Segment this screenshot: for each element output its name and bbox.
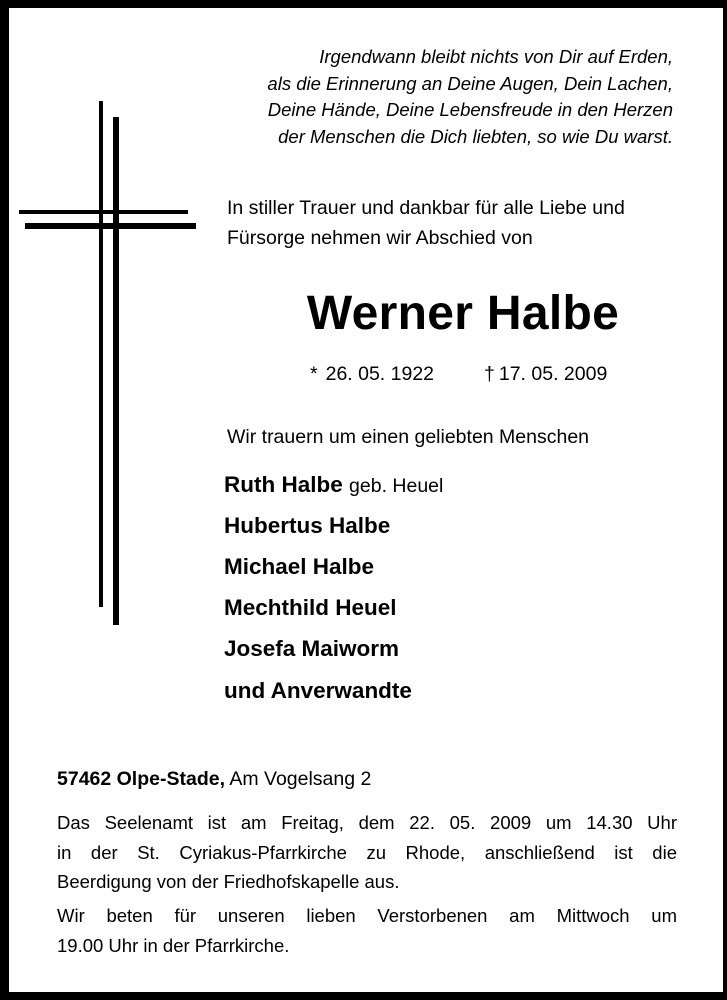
family-member [224,511,390,541]
service-line: in der St. Cyriakus-Pfarrkirche zu Rhode, anschließend ist die [57,841,677,863]
cross-vertical-bar-thin [99,101,103,607]
deceased-name: Werner Halbe [306,287,620,340]
service-line: Beerdigung von der Friedhofskapelle aus. [57,871,400,892]
service-line: Das Seelenamt ist am Freitag, dem 22. 05. 2009 um 14.30 Uhr [57,812,677,833]
prayer-line: Wir beten für unseren lieben Verstorbenen am Mittwoch um [57,905,677,926]
family-member-name: und Anverwandte [224,678,412,703]
cross-horizontal-bar-thin [19,210,188,214]
address-city: 57462 Olpe-Stade, [57,768,225,790]
family-member-name: Michael Halbe [224,554,375,579]
intro-line: Fürsorge nehmen wir Abschied von [227,227,533,249]
address [57,766,371,792]
poem-line: Irgendwann bleibt nichts von Dir auf Erden, [319,46,673,67]
death-dagger-icon: † [484,363,495,385]
service-paragraph [57,808,677,897]
memorial-poem [200,44,673,150]
family-member-maiden-name: geb. Heuel [349,475,444,497]
address-street: Am Vogelsang 2 [229,768,372,790]
poem-line: der Menschen die Dich liebten, so wie Du warst. [278,125,673,147]
birth-date-group [310,361,434,387]
family-member [224,676,412,706]
prayer-paragraph [57,901,677,960]
mourning-line: Wir trauern um einen geliebten Menschen [227,426,590,448]
cross-horizontal-bar-thick [25,223,196,229]
family-member [224,552,374,582]
poem-line: als die Erinnerung an Deine Augen, Dein Lachen, [267,72,673,94]
intro-text [227,193,687,253]
cross-vertical-bar-thick [113,117,119,625]
death-date-group [484,361,607,387]
family-member-name: Hubertus Halbe [224,513,391,538]
family-member [224,470,443,501]
family-member [224,593,397,623]
prayer-line: 19.00 Uhr in der Pfarrkirche. [57,934,290,956]
birth-star-icon: * [310,363,318,385]
death-date: 17. 05. 2009 [498,363,608,385]
poem-line: Deine Hände, Deine Lebensfreude in den Herzen [267,99,673,120]
family-member-name: Josefa Maiworm [224,636,400,661]
family-member-name: Ruth Halbe [224,472,343,497]
intro-line: In stiller Trauer und dankbar für alle Liebe und [227,197,625,219]
family-member-name: Mechthild Heuel [224,595,397,620]
birth-date: 26. 05. 1922 [325,363,435,385]
family-member [224,634,399,664]
